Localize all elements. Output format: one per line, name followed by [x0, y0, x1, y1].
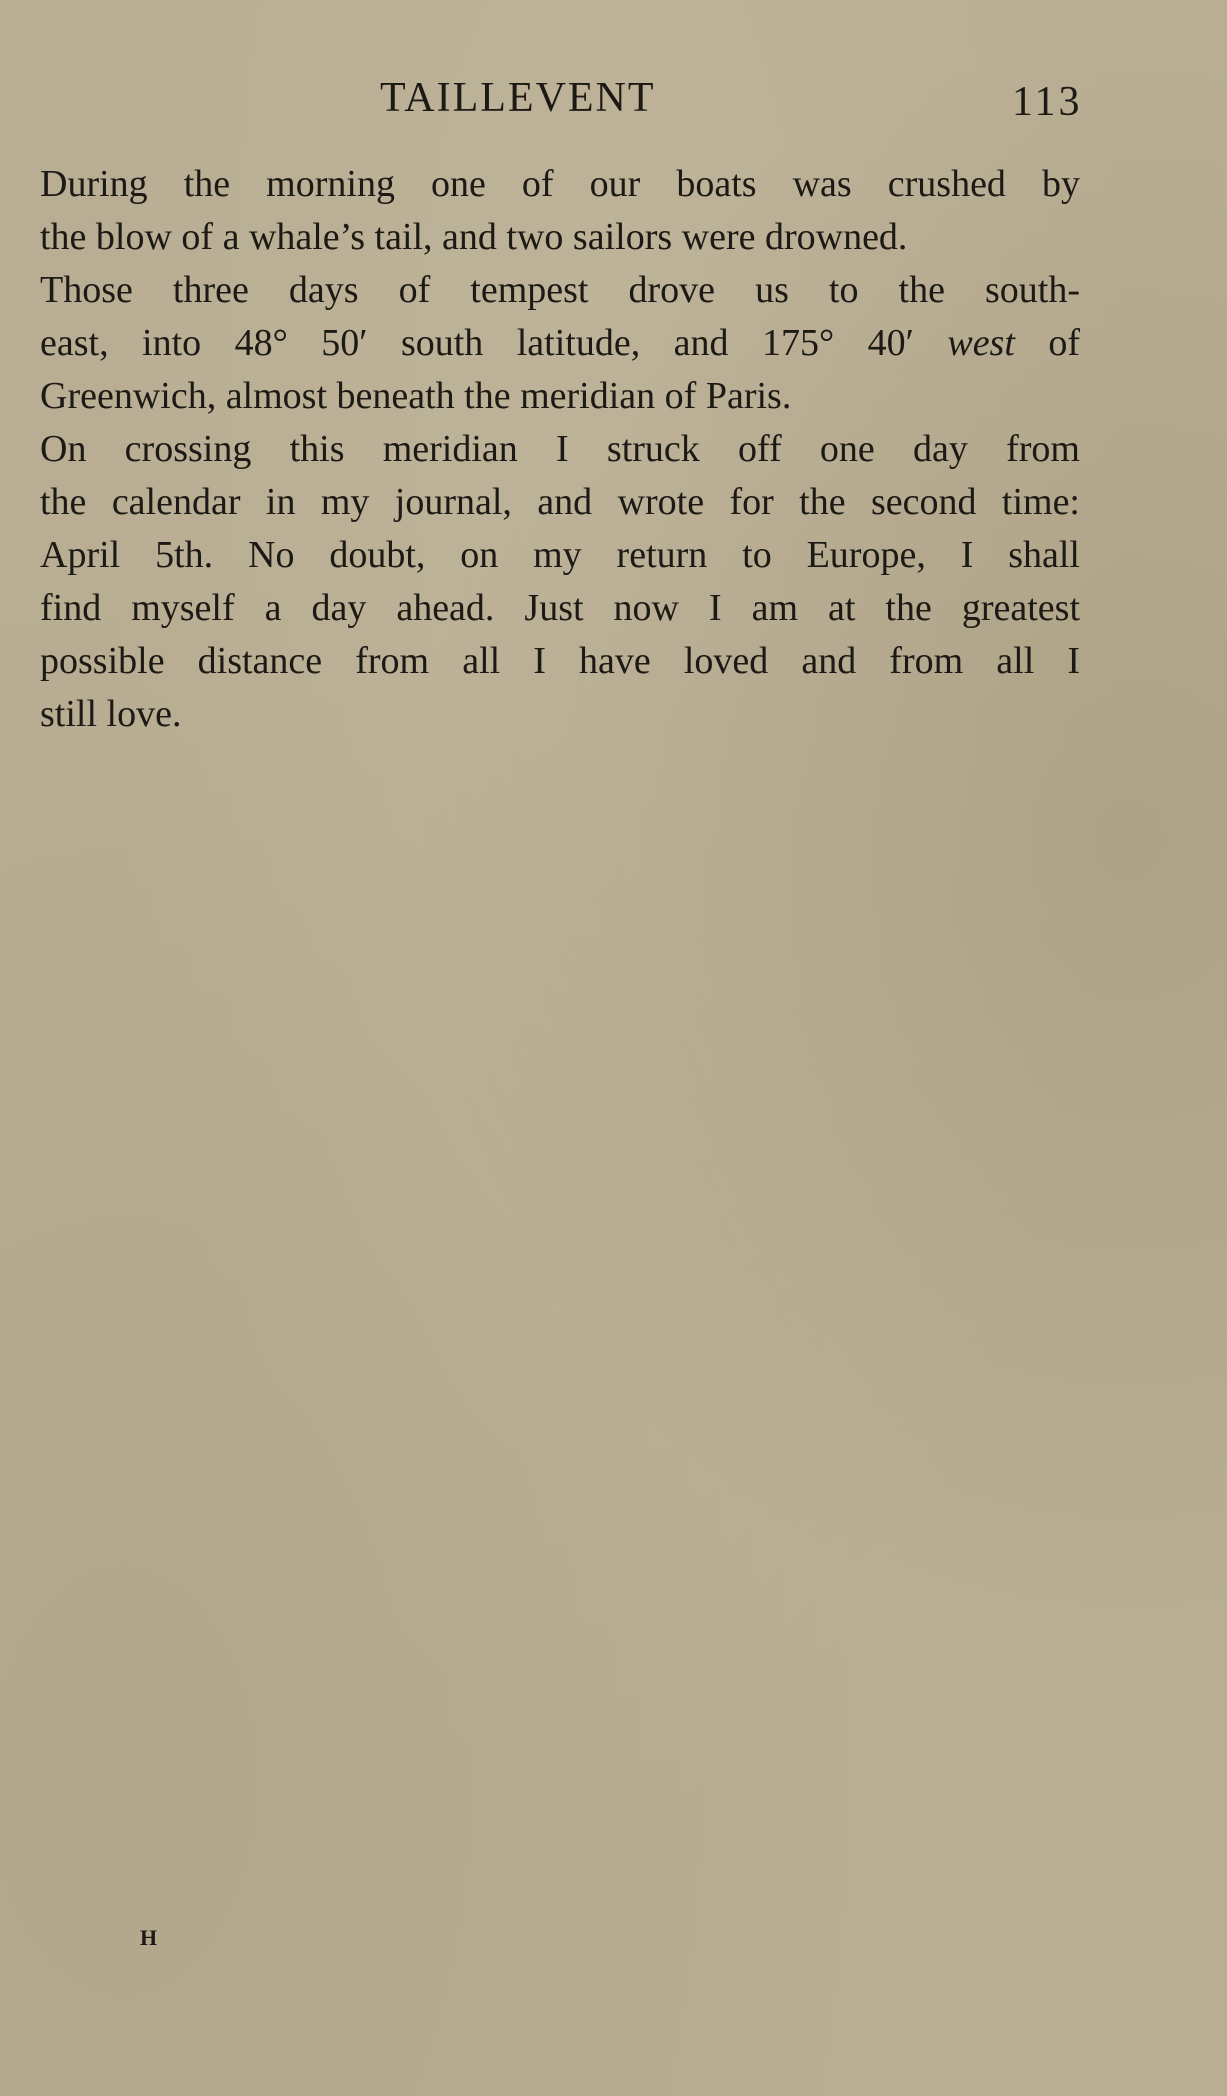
paragraph-whale	[40, 158, 1080, 264]
running-title: TAILLEVENT	[380, 75, 656, 121]
text-line: Greenwich, almost beneath the meridian of Paris.	[40, 375, 792, 417]
paragraph-meridian	[40, 423, 1080, 741]
text-line: During the morning one of our boats was crushed by	[40, 163, 1080, 205]
italic-word: west	[947, 322, 1015, 364]
paragraph-tempest	[40, 264, 1080, 423]
text-line-with-italic: east, into 48° 50′ south latitude, and 175° 40′ west of	[40, 322, 1080, 364]
text-line: possible distance from all I have loved and from all I	[40, 640, 1080, 682]
page-number: 113	[1012, 79, 1083, 125]
text-line: April 5th. No doubt, on my return to Europe, I shall	[40, 534, 1080, 576]
running-head	[0, 74, 1227, 134]
text-line: the calendar in my journal, and wrote for the second time:	[40, 481, 1080, 523]
signature-mark: H	[140, 1925, 158, 1950]
body-text	[40, 158, 1080, 741]
text-line: find myself a day ahead. Just now I am at the greatest	[40, 587, 1080, 629]
text-line: On crossing this meridian I struck off one day from	[40, 428, 1080, 470]
text-line: still love.	[40, 693, 182, 735]
text-line: the blow of a whale’s tail, and two sailors were drowned.	[40, 216, 908, 258]
text-line: Those three days of tempest drove us to the south-	[40, 269, 1080, 311]
